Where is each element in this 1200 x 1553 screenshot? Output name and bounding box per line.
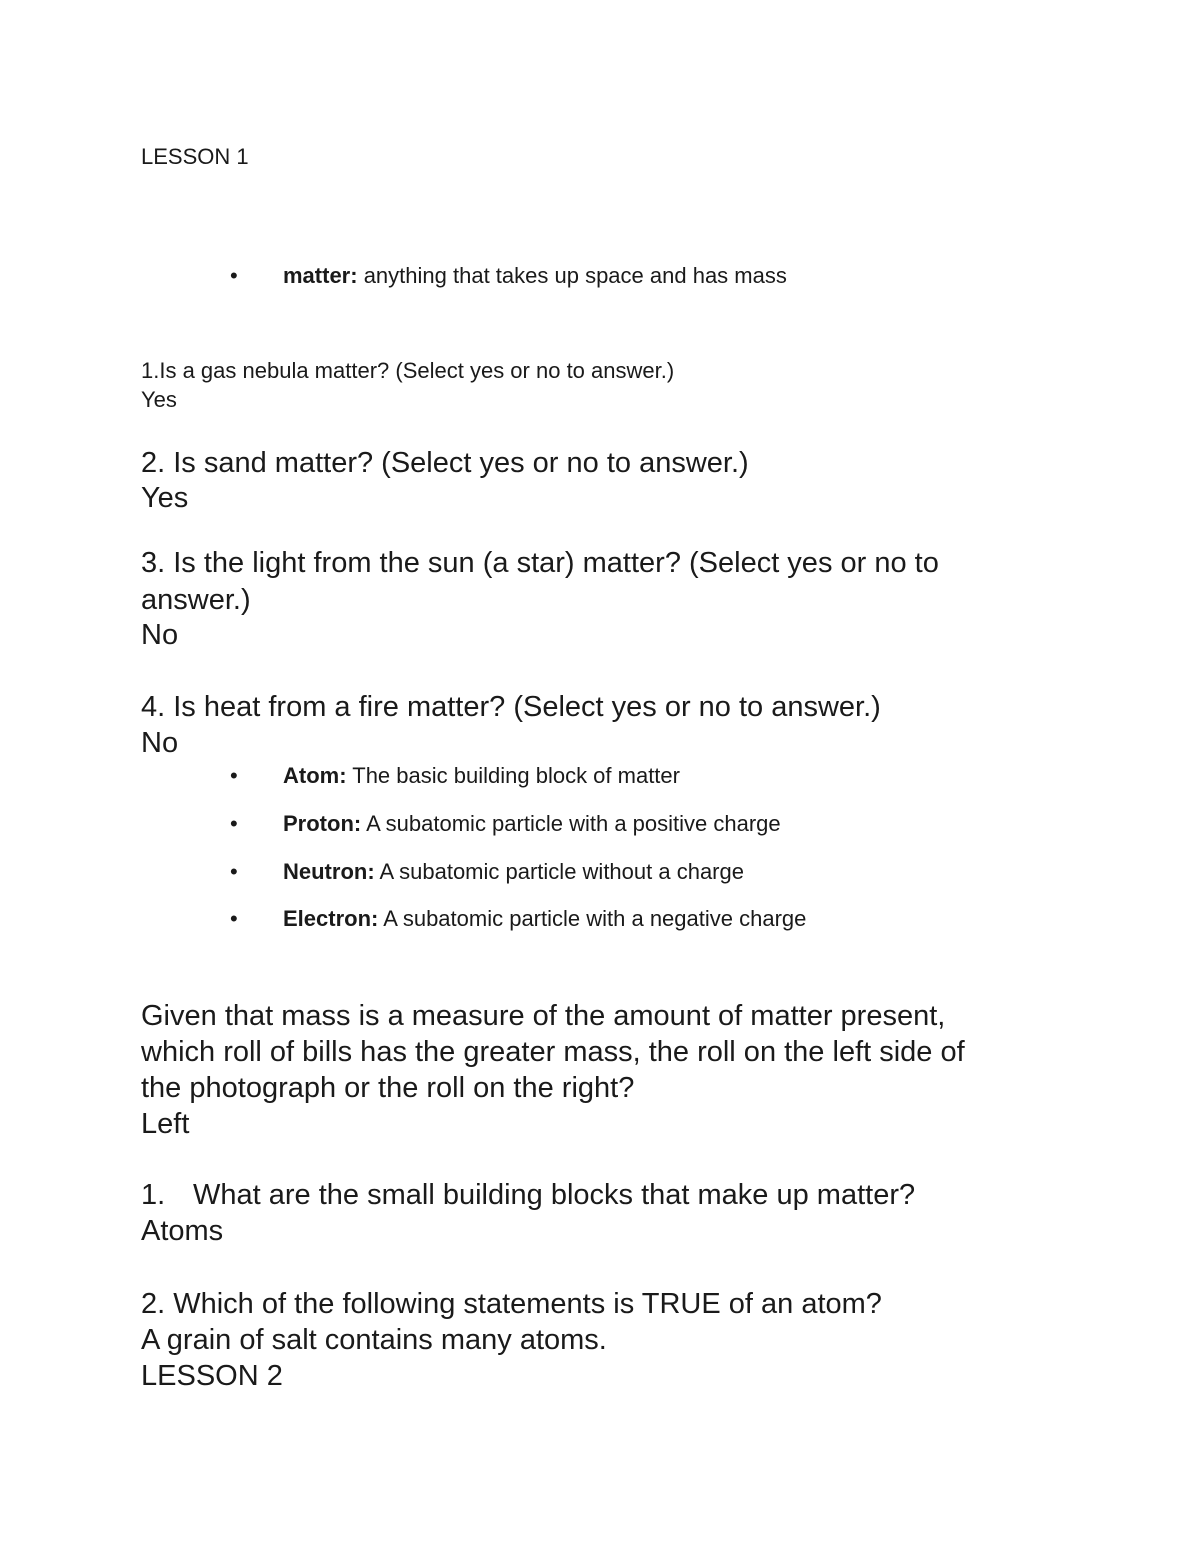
lesson-2-heading: LESSON 2 [141, 1360, 283, 1392]
answer-2: Yes [141, 482, 189, 514]
atom-question: 2. Which of the following statements is TRUE of an atom? [141, 1288, 882, 1320]
definition-text: A subatomic particle with a negative charge [378, 906, 807, 931]
blocks-question-number: 1. [141, 1179, 166, 1211]
blocks-answer: Atoms [141, 1215, 224, 1247]
bullet-icon: • [230, 859, 238, 884]
blocks-question: What are the small building blocks that make up matter? [193, 1179, 916, 1211]
question-2: 2. Is sand matter? (Select yes or no to answer.) [141, 447, 749, 479]
question-3-line-2: answer.) [141, 584, 251, 616]
bullet-icon: • [230, 263, 238, 288]
mass-question-line-3: the photograph or the roll on the right? [141, 1072, 635, 1104]
lesson-1-heading: LESSON 1 [141, 144, 249, 169]
question-3-line-1: 3. Is the light from the sun (a star) matter? (Select yes or no to [141, 547, 939, 579]
definition-text: anything that takes up space and has mass [357, 263, 787, 288]
definition-text: The basic building block of matter [346, 763, 680, 788]
definition-electron [230, 904, 806, 933]
definition-term: matter: [283, 263, 358, 288]
definition-proton [230, 809, 781, 838]
question-4: 4. Is heat from a fire matter? (Select yes or no to answer.) [141, 691, 881, 723]
mass-question-line-2: which roll of bills has the greater mass, the roll on the left side of [141, 1036, 965, 1068]
definition-text: A subatomic particle with a positive charge [361, 811, 781, 836]
definition-term: Atom: [283, 763, 347, 788]
answer-4: No [141, 727, 179, 759]
matter-definition [230, 261, 787, 290]
definition-term: Proton: [283, 811, 362, 836]
answer-3: No [141, 619, 179, 651]
mass-question-line-1: Given that mass is a measure of the amount of matter present, [141, 1000, 946, 1032]
definition-term: Electron: [283, 906, 379, 931]
mass-answer: Left [141, 1108, 190, 1140]
definition-text: A subatomic particle without a charge [374, 859, 744, 884]
bullet-icon: • [230, 763, 238, 788]
question-1: 1.Is a gas nebula matter? (Select yes or no to answer.) [141, 358, 675, 383]
definition-atom [230, 761, 680, 790]
atom-answer: A grain of salt contains many atoms. [141, 1324, 607, 1356]
answer-1: Yes [141, 387, 177, 412]
definition-neutron [230, 857, 744, 886]
bullet-icon: • [230, 811, 238, 836]
definition-term: Neutron: [283, 859, 375, 884]
bullet-icon: • [230, 906, 238, 931]
